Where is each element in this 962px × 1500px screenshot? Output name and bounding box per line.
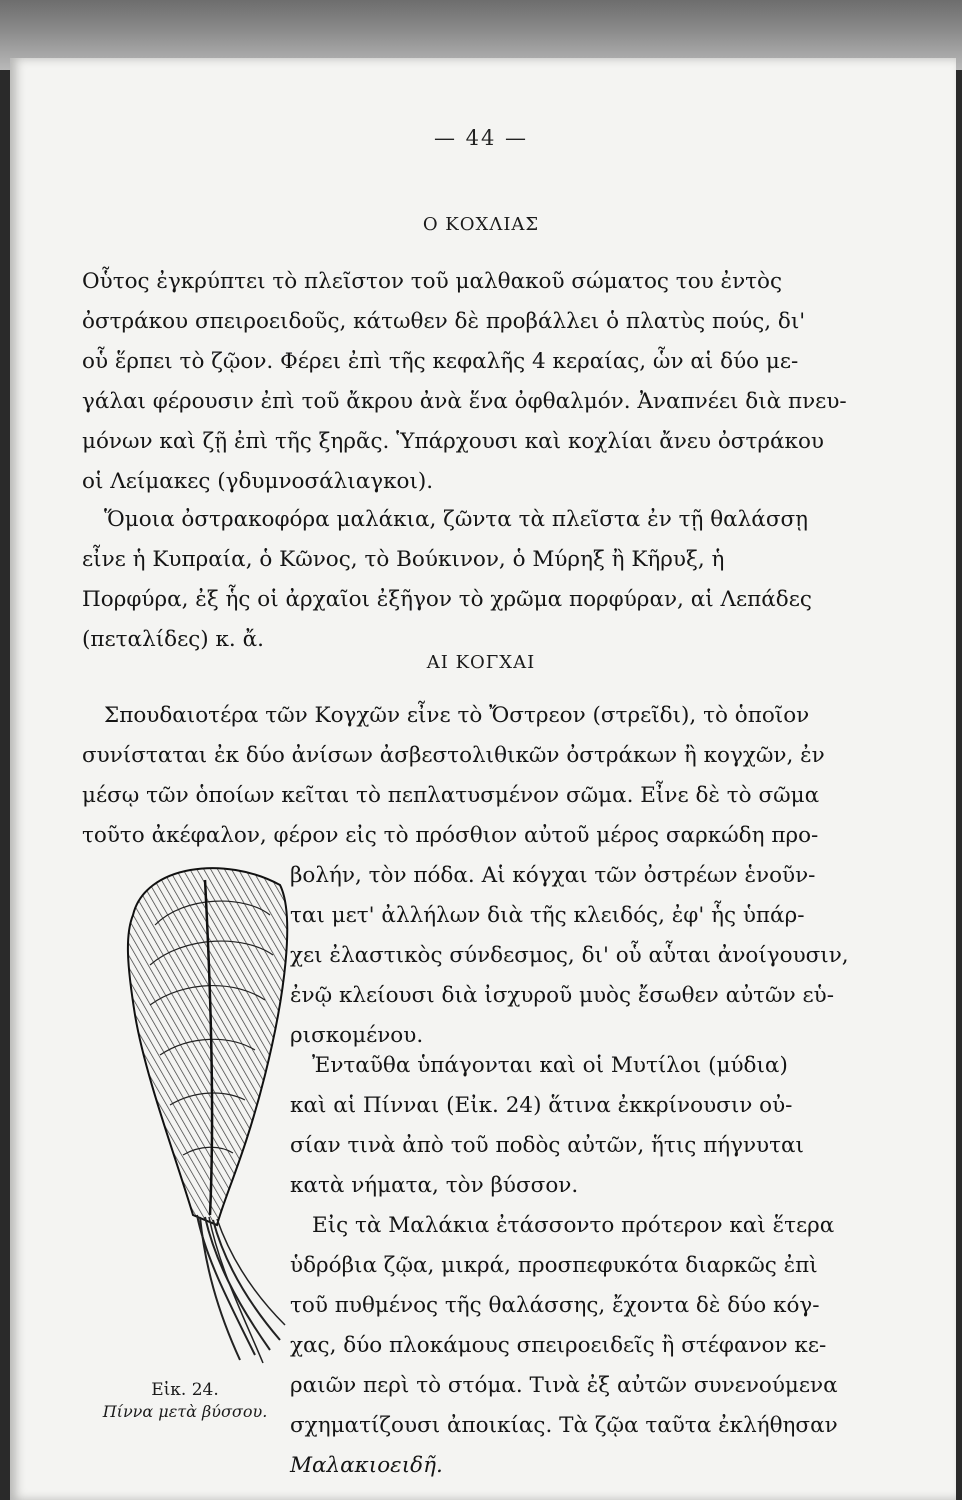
paragraph-ostrakofora	[82, 500, 852, 660]
section-title-kogchai: ΑΙ ΚΟΓΧΑΙ	[426, 652, 536, 673]
paragraph-kochlias	[82, 262, 852, 502]
pinna-shell-drawing	[105, 855, 305, 1375]
text-line: Σπουδαιοτέρα τῶν Κογχῶν εἶνε τὸ Ὄστρεον (στρεῖδι), τὸ ὁποῖον	[104, 703, 810, 728]
text-line: Εἰς τὰ Μαλάκια ἐτάσσοντο πρότερον καὶ ἕτερα	[312, 1213, 835, 1238]
text-line: τοῦ πυθμένος τῆς θαλάσσης, ἔχοντα δὲ δύο κόγ-	[290, 1293, 820, 1318]
text-line: ὀστράκου σπειροειδοῦς, κάτωθεν δὲ προβάλλει ὁ πλατὺς πούς, δι'	[82, 309, 806, 334]
text-line: κατὰ νήματα, τὸν βύσσον.	[290, 1173, 579, 1198]
text-line: ρισκομένου.	[290, 1023, 424, 1048]
text-line: εἶνε ἡ Κυπραία, ὁ Κῶνος, τὸ Βούκινον, ὁ Μύρηξ ἢ Κῆρυξ, ἡ	[82, 547, 725, 572]
paragraph-mytiloi	[290, 1046, 830, 1206]
text-line: χας, δύο πλοκάμους σπειροειδεῖς ἢ στέφανον κε-	[290, 1333, 827, 1358]
text-line: Πορφύρα, ἐξ ἧς οἱ ἀρχαῖοι ἐξῆγον τὸ χρῶμα πορφύραν, αἱ Λεπάδες	[82, 587, 812, 612]
text-line: καὶ αἱ Πίνναι (Εἰκ. 24) ἅτινα ἐκκρίνουσιν οὐ-	[290, 1093, 793, 1118]
text-line: ται μετ' ἀλλήλων διὰ τῆς κλειδός, ἐφ' ἧς ὑπάρ-	[290, 903, 805, 928]
figure-label: Εἰκ. 24.	[151, 1380, 219, 1400]
text-line: οἱ Λείμακες (γδυμνοσάλιαγκοι).	[82, 469, 434, 494]
text-line: συνίσταται ἐκ δύο ἀνίσων ἀσβεστολιθικῶν ὀστράκων ἢ κογχῶν, ἐν	[82, 743, 825, 768]
text-line: Ἐνταῦθα ὑπάγονται καὶ οἱ Μυτίλοι (μύδια)	[312, 1053, 788, 1078]
text-line: ἐνῷ κλείουσι διὰ ἰσχυροῦ μυὸς ἔσωθεν αὐτῶν εὑ-	[290, 983, 834, 1008]
text-line: μέσῳ τῶν ὁποίων κεῖται τὸ πεπλατυσμένον σῶμα. Εἶνε δὲ τὸ σῶμα	[82, 783, 820, 808]
text-line: Μαλακιοειδῆ.	[290, 1453, 443, 1478]
text-line: βολήν, τὸν πόδα. Αἱ κόγχαι τῶν ὀστρέων ἑνοῦν-	[290, 863, 816, 888]
text-line: μόνων καὶ ζῇ ἐπὶ τῆς ξηρᾶς. Ὑπάρχουσι καὶ κοχλίαι ἄνευ ὀστράκου	[82, 429, 824, 454]
text-line: (πεταλίδες) κ. ἄ.	[82, 627, 264, 652]
page-number: — 44 —	[433, 126, 529, 150]
paragraph-malakioeidi	[290, 1206, 838, 1486]
text-line: Ὅμοια ὀστρακοφόρα μαλάκια, ζῶντα τὰ πλεῖστα ἐν τῇ θαλάσσῃ	[104, 507, 809, 532]
text-line: ὑδρόβια ζῷα, μικρά, προσπεφυκότα διαρκῶς ἐπὶ	[290, 1253, 818, 1278]
text-line: τοῦτο ἀκέφαλον, φέρον εἰς τὸ πρόσθιον αὐτοῦ μέρος σαρκώδη προ-	[82, 823, 819, 848]
text-line: χει ἐλαστικὸς σύνδεσμος, δι' οὗ αὗται ἀνοίγουσιν,	[290, 943, 849, 968]
paragraph-kogchai	[82, 696, 852, 856]
pinna-shell-illustration	[105, 855, 305, 1375]
text-line: οὗ ἕρπει τὸ ζῷον. Φέρει ἐπὶ τῆς κεφαλῆς 4 κεραίας, ὧν αἱ δύο με-	[82, 349, 799, 374]
text-line: σχηματίζουσι ἀποικίας. Τὰ ζῷα ταῦτα ἐκλήθησαν	[290, 1413, 838, 1438]
text-line: Οὗτος ἐγκρύπτει τὸ πλεῖστον τοῦ μαλθακοῦ σώματος του ἐντὸς	[82, 269, 783, 294]
text-line: γάλαι φέρουσιν ἐπὶ τοῦ ἄκρου ἀνὰ ἕνα ὀφθαλμόν. Ἀναπνέει διὰ πνευ-	[82, 389, 847, 414]
text-line: ραιῶν περὶ τὸ στόμα. Τινὰ ἐξ αὐτῶν συνενούμενα	[290, 1373, 838, 1398]
text-line: σίαν τινὰ ἀπὸ τοῦ ποδὸς αὐτῶν, ἥτις πήγνυται	[290, 1133, 804, 1158]
paragraph-kogchai-narrow	[290, 856, 849, 1056]
section-title-kochlias: Ο ΚΟΧΛΙΑΣ	[422, 214, 540, 235]
figure-caption: Πίννα μετὰ βύσσου.	[102, 1402, 268, 1421]
